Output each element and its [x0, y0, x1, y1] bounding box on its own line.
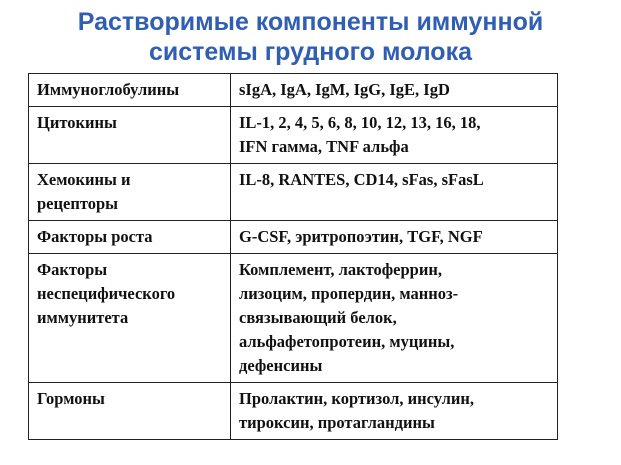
table-row: [29, 164, 558, 221]
components-cell: G-CSF, эритропоэтин, TGF, NGF: [231, 221, 558, 254]
components-cell: sIgA, IgA, IgM, IgG, IgE, IgD: [231, 74, 558, 107]
category-cell: Гормоны: [29, 383, 231, 440]
table-row: [29, 107, 558, 164]
table-row: [29, 254, 558, 383]
category-cell: Хемокины и рецепторы: [29, 164, 231, 221]
components-cell: IL-8, RANTES, CD14, sFas, sFasL: [231, 164, 558, 221]
components-cell: Пролактин, кортизол, инсулин, тироксин, протагландины: [231, 383, 558, 440]
category-cell: Иммуноглобулины: [29, 74, 231, 107]
category-cell: Факторы неспецифического иммунитета: [29, 254, 231, 383]
slide-title-line-1: Растворимые компоненты иммунной: [77, 8, 544, 36]
category-cell: Факторы роста: [29, 221, 231, 254]
category-cell: Цитокины: [29, 107, 231, 164]
components-table: [28, 73, 558, 440]
table-row: [29, 74, 558, 107]
table-row: [29, 383, 558, 440]
table-row: [29, 221, 558, 254]
components-cell: IL-1, 2, 4, 5, 6, 8, 10, 12, 13, 16, 18, IFN гамма, TNF альфа: [231, 107, 558, 164]
slide-title: [0, 7, 621, 67]
components-cell: Комплемент, лактоферрин, лизоцим, пропердин, манноз- связывающий белок, альфафетопротеин, муцины, дефенсины: [231, 254, 558, 383]
slide-title-line-2: системы грудного молока: [148, 38, 472, 66]
